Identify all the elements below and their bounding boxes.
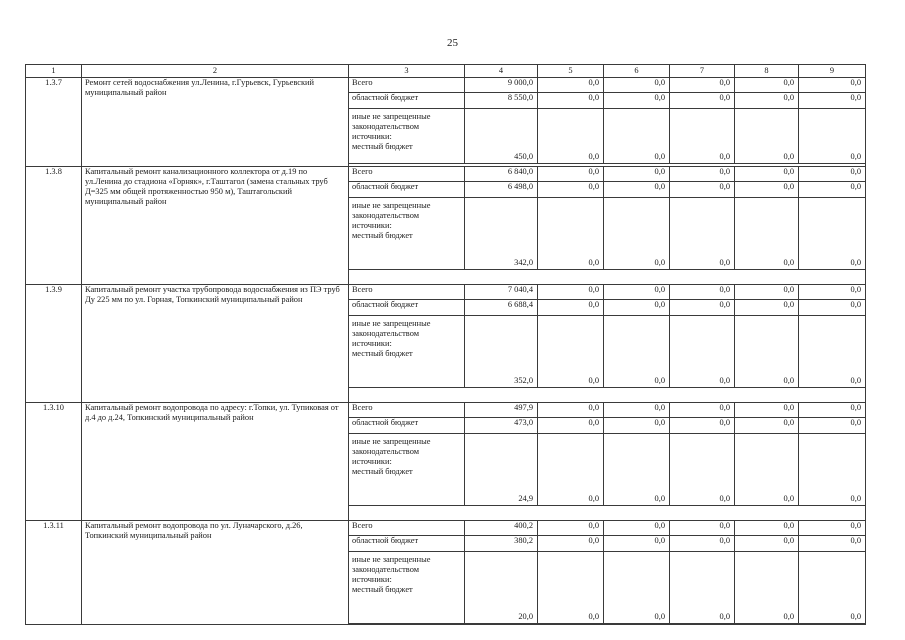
source-label: Всего (349, 521, 465, 536)
column-number: 7 (670, 65, 735, 78)
project-name: Капитальный ремонт канализационного коллектора от д.19 по ул.Ленина до стадиона «Горняк», г.Таштагол (замена стальных труб Д=325 мм общей протяженностью 950 м), Таштагольский муниципальный район (82, 167, 349, 285)
column-number-row (26, 65, 866, 78)
value-cell: 0,0 (670, 536, 735, 552)
source-label: областной бюджет (349, 418, 465, 434)
source-label-line: местный бюджет (352, 231, 413, 240)
project-row (26, 285, 866, 300)
column-number: 5 (538, 65, 604, 78)
value-cell: 0,0 (604, 300, 670, 316)
value-cell: 0,0 (735, 403, 799, 418)
project-name: Капитальный ремонт водопровода по ул. Луначарского, д.26, Топкинский муниципальный район (82, 521, 349, 625)
source-label-line: иные не запрещенные (352, 555, 431, 564)
value-cell: 0,0 (799, 93, 866, 109)
value-cell: 0,0 (604, 418, 670, 434)
value-cell: 0,0 (604, 521, 670, 536)
value-cell: 0,0 (735, 93, 799, 109)
source-label-line: местный бюджет (352, 467, 413, 476)
value-cell: 0,0 (670, 521, 735, 536)
value-cell: 6 840,0 (465, 167, 538, 182)
value-cell: 0,0 (799, 521, 866, 536)
value-cell: 0,0 (670, 434, 735, 506)
value-cell: 0,0 (604, 93, 670, 109)
source-label-line: иные не запрещенные (352, 437, 431, 446)
value-cell: 20,0 (465, 552, 538, 624)
value-cell: 380,2 (465, 536, 538, 552)
source-label-line: законодательством (352, 565, 420, 574)
value-cell: 473,0 (465, 418, 538, 434)
value-cell: 0,0 (604, 536, 670, 552)
value-cell: 0,0 (670, 418, 735, 434)
source-label: Всего (349, 78, 465, 93)
value-cell: 0,0 (735, 521, 799, 536)
value-cell: 0,0 (538, 316, 604, 388)
value-cell: 0,0 (735, 418, 799, 434)
source-label-cell (349, 434, 465, 506)
source-label-line: законодательством (352, 211, 420, 220)
source-label-line: законодательством (352, 122, 420, 131)
value-cell: 0,0 (604, 403, 670, 418)
source-label-line: источники: (352, 221, 392, 230)
value-cell: 0,0 (735, 167, 799, 182)
project-name: Капитальный ремонт водопровода по адресу: г.Топки, ул. Тупиковая от д.4 до д.24, Топкинский муниципальный район (82, 403, 349, 521)
value-cell: 0,0 (538, 434, 604, 506)
value-cell: 0,0 (670, 403, 735, 418)
page-number: 25 (447, 37, 458, 49)
spacer-cell (349, 506, 866, 521)
value-cell: 0,0 (604, 285, 670, 300)
source-label-cell (349, 552, 465, 624)
project-row (26, 521, 866, 536)
value-cell: 0,0 (735, 109, 799, 164)
value-cell: 497,9 (465, 403, 538, 418)
value-cell: 7 040,4 (465, 285, 538, 300)
value-cell: 0,0 (799, 434, 866, 506)
value-cell: 0,0 (670, 182, 735, 198)
value-cell: 0,0 (670, 78, 735, 93)
project-code: 1.3.10 (26, 403, 82, 521)
column-number: 6 (604, 65, 670, 78)
value-cell: 0,0 (799, 316, 866, 388)
value-cell: 0,0 (538, 521, 604, 536)
value-cell: 0,0 (604, 316, 670, 388)
source-label-line: законодательством (352, 329, 420, 338)
column-number: 3 (349, 65, 465, 78)
value-cell: 0,0 (604, 78, 670, 93)
value-cell: 0,0 (604, 167, 670, 182)
value-cell: 0,0 (670, 109, 735, 164)
source-label: областной бюджет (349, 536, 465, 552)
value-cell: 8 550,0 (465, 93, 538, 109)
source-label: областной бюджет (349, 93, 465, 109)
source-label-line: местный бюджет (352, 349, 413, 358)
spacer-cell (349, 624, 866, 625)
table-body (26, 65, 866, 625)
source-label: Всего (349, 403, 465, 418)
value-cell: 342,0 (465, 198, 538, 270)
source-label: областной бюджет (349, 300, 465, 316)
value-cell: 0,0 (735, 78, 799, 93)
value-cell: 0,0 (799, 167, 866, 182)
value-cell: 0,0 (799, 418, 866, 434)
column-number: 9 (799, 65, 866, 78)
source-label-cell (349, 109, 465, 164)
value-cell: 0,0 (604, 434, 670, 506)
value-cell: 0,0 (670, 93, 735, 109)
project-name: Капитальный ремонт участка трубопровода водоснабжения из ПЭ труб Ду 225 мм по ул. Горная, Топкинский муниципальный район (82, 285, 349, 403)
source-label-line: местный бюджет (352, 142, 413, 151)
spacer-cell (349, 388, 866, 403)
value-cell: 0,0 (670, 198, 735, 270)
value-cell: 0,0 (538, 109, 604, 164)
value-cell: 400,2 (465, 521, 538, 536)
value-cell: 0,0 (538, 198, 604, 270)
source-label-line: законодательством (352, 447, 420, 456)
value-cell: 0,0 (799, 109, 866, 164)
value-cell: 0,0 (538, 536, 604, 552)
value-cell: 0,0 (735, 536, 799, 552)
value-cell: 0,0 (538, 78, 604, 93)
value-cell: 0,0 (538, 93, 604, 109)
project-code: 1.3.11 (26, 521, 82, 625)
value-cell: 0,0 (670, 167, 735, 182)
source-label-line: источники: (352, 575, 392, 584)
project-name: Ремонт сетей водоснабжения ул.Ленина, г.Гурьевск, Гурьевский муниципальный район (82, 78, 349, 167)
value-cell: 450,0 (465, 109, 538, 164)
value-cell: 0,0 (538, 285, 604, 300)
source-label: областной бюджет (349, 182, 465, 198)
source-label-line: источники: (352, 457, 392, 466)
value-cell: 0,0 (799, 536, 866, 552)
value-cell: 6 688,4 (465, 300, 538, 316)
project-code: 1.3.7 (26, 78, 82, 167)
project-code: 1.3.8 (26, 167, 82, 285)
column-number: 8 (735, 65, 799, 78)
source-label-line: источники: (352, 132, 392, 141)
value-cell: 0,0 (670, 285, 735, 300)
source-label-line: иные не запрещенные (352, 112, 431, 121)
value-cell: 0,0 (735, 434, 799, 506)
value-cell: 0,0 (604, 198, 670, 270)
source-label-line: местный бюджет (352, 585, 413, 594)
value-cell: 0,0 (799, 198, 866, 270)
value-cell: 0,0 (735, 316, 799, 388)
value-cell: 0,0 (670, 300, 735, 316)
value-cell: 0,0 (735, 285, 799, 300)
value-cell: 24,9 (465, 434, 538, 506)
project-row (26, 78, 866, 93)
column-number: 2 (82, 65, 349, 78)
budget-table (25, 64, 866, 625)
value-cell: 0,0 (799, 182, 866, 198)
value-cell: 0,0 (538, 418, 604, 434)
value-cell: 0,0 (799, 285, 866, 300)
value-cell: 352,0 (465, 316, 538, 388)
value-cell: 0,0 (670, 316, 735, 388)
source-label-cell (349, 316, 465, 388)
value-cell: 0,0 (604, 182, 670, 198)
source-label: Всего (349, 167, 465, 182)
project-row (26, 167, 866, 182)
value-cell: 0,0 (604, 552, 670, 624)
value-cell: 0,0 (538, 552, 604, 624)
value-cell: 0,0 (799, 403, 866, 418)
value-cell: 0,0 (799, 552, 866, 624)
value-cell: 0,0 (538, 167, 604, 182)
source-label: Всего (349, 285, 465, 300)
value-cell: 0,0 (735, 300, 799, 316)
source-label-line: источники: (352, 339, 392, 348)
value-cell: 0,0 (538, 182, 604, 198)
column-number: 4 (465, 65, 538, 78)
value-cell: 0,0 (735, 552, 799, 624)
project-code: 1.3.9 (26, 285, 82, 403)
value-cell: 0,0 (799, 78, 866, 93)
value-cell: 0,0 (604, 109, 670, 164)
value-cell: 0,0 (538, 403, 604, 418)
value-cell: 0,0 (670, 552, 735, 624)
value-cell: 0,0 (735, 182, 799, 198)
source-label-line: иные не запрещенные (352, 319, 431, 328)
project-row (26, 403, 866, 418)
spacer-cell (349, 270, 866, 285)
value-cell: 0,0 (538, 300, 604, 316)
source-label-cell (349, 198, 465, 270)
value-cell: 0,0 (735, 198, 799, 270)
source-label-line: иные не запрещенные (352, 201, 431, 210)
column-number: 1 (26, 65, 82, 78)
value-cell: 9 000,0 (465, 78, 538, 93)
value-cell: 6 498,0 (465, 182, 538, 198)
value-cell: 0,0 (799, 300, 866, 316)
